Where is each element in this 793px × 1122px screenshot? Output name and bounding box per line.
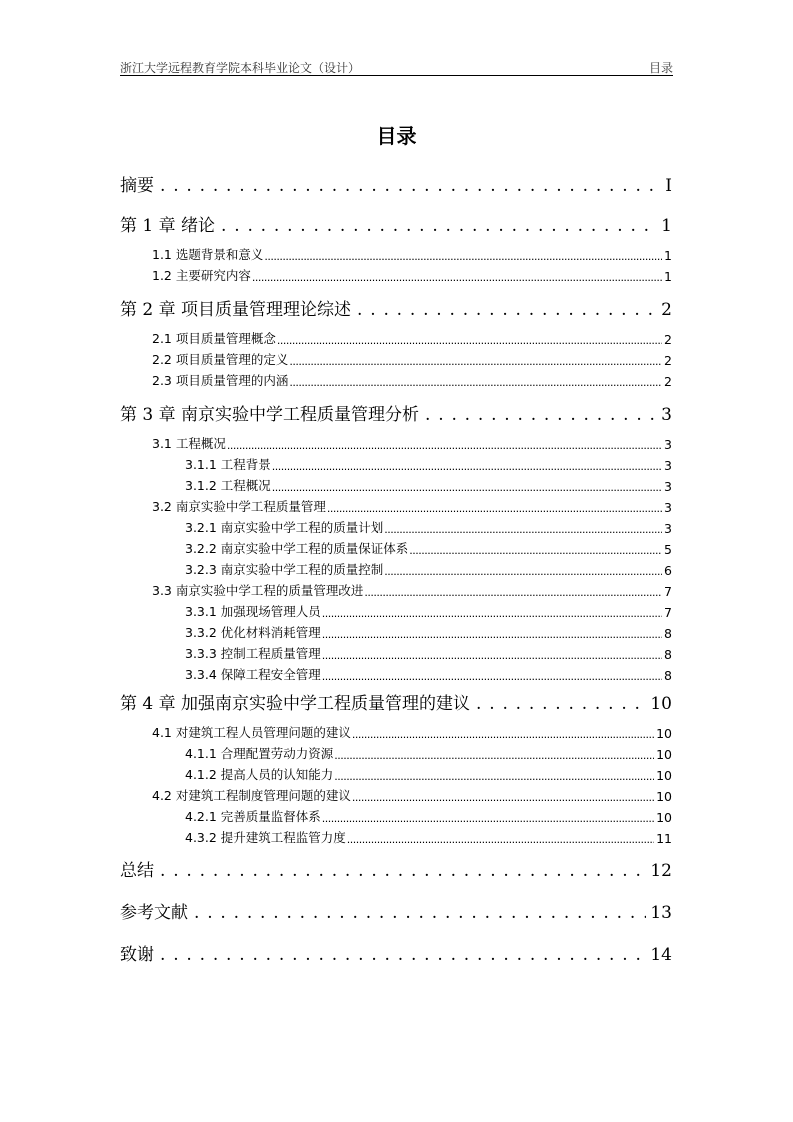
toc-entry[interactable] (185, 828, 672, 846)
toc-entry-title: 第 4 章 加强南京实验中学工程质量管理的建议 (120, 694, 471, 714)
toc-leader-dots (352, 791, 654, 804)
toc-entry-page-number: 1 (664, 269, 672, 284)
toc-leader-dots (322, 812, 654, 825)
toc-entry-page-number: 6 (664, 563, 672, 578)
toc-leader-dots (221, 216, 657, 236)
toc-leader-dots (384, 565, 662, 578)
toc-entry-title: 4.2 对建筑工程制度管理问题的建议 (152, 788, 351, 803)
toc-entry-title: 3.3.1 加强现场管理人员 (185, 604, 321, 619)
toc-entry-page-number: 3 (661, 405, 672, 425)
toc-entry-title: 参考文献 (120, 903, 188, 923)
toc-entry-page-number: 10 (656, 768, 672, 783)
toc-entry-page-number: 3 (664, 521, 672, 536)
toc-entry[interactable] (152, 786, 672, 804)
toc-entry-page-number: 14 (650, 945, 672, 965)
toc-leader-dots (334, 770, 654, 783)
toc-leader-dots (322, 628, 662, 641)
toc-entry-title: 2.3 项目质量管理的内涵 (152, 373, 289, 388)
page-title: 目录 (376, 124, 417, 148)
toc-entry[interactable] (120, 899, 672, 923)
header-left-text: 浙江大学远程教育学院本科毕业论文（设计） (120, 61, 361, 75)
toc-entry-page-number: 2 (661, 300, 672, 320)
toc-entry[interactable] (185, 602, 672, 620)
toc-entry-title: 摘要 (120, 176, 154, 196)
toc-entry-title: 4.3.2 提升建筑工程监管力度 (185, 830, 346, 845)
toc-entry[interactable] (120, 296, 672, 320)
toc-entry-title: 3.3.2 优化材料消耗管理 (185, 625, 321, 640)
toc-entry-page-number: 3 (664, 458, 672, 473)
toc-entry[interactable] (185, 644, 672, 662)
toc-leader-dots (160, 861, 646, 881)
toc-leader-dots (277, 334, 662, 347)
toc-entry[interactable] (152, 266, 672, 284)
header-right-text: 目录 (648, 61, 673, 75)
toc-entry[interactable] (152, 581, 672, 599)
toc-entry[interactable] (185, 518, 672, 536)
toc-entry[interactable] (185, 807, 672, 825)
toc-leader-dots (327, 502, 662, 515)
toc-entry-title: 3.3.3 控制工程质量管理 (185, 646, 321, 661)
toc-entry-title: 第 1 章 绪论 (120, 216, 216, 236)
toc-entry-page-number: 8 (664, 626, 672, 641)
toc-entry-page-number: 3 (664, 437, 672, 452)
toc-entry[interactable] (185, 539, 672, 557)
toc-leader-dots (160, 176, 661, 196)
toc-entry-title: 3.2.1 南京实验中学工程的质量计划 (185, 520, 384, 535)
toc-entry[interactable] (152, 497, 672, 515)
toc-entry[interactable] (185, 744, 672, 762)
toc-entry-title: 3.1.2 工程概况 (185, 478, 271, 493)
toc-entry-title: 3.2.3 南京实验中学工程的质量控制 (185, 562, 384, 577)
toc-entry-title: 3.3.4 保障工程安全管理 (185, 667, 321, 682)
toc-leader-dots (476, 694, 646, 714)
toc-entry-title: 第 3 章 南京实验中学工程质量管理分析 (120, 405, 420, 425)
toc-entry-page-number: 2 (664, 374, 672, 389)
toc-entry-title: 3.1 工程概况 (152, 436, 226, 451)
toc-entry-page-number: 1 (661, 216, 672, 236)
toc-entry[interactable] (185, 455, 672, 473)
toc-entry[interactable] (152, 350, 672, 368)
toc-leader-dots (409, 544, 662, 557)
toc-leader-dots (322, 607, 662, 620)
toc-entry-title: 4.2.1 完善质量监督体系 (185, 809, 321, 824)
toc-entry-title: 2.1 项目质量管理概念 (152, 331, 276, 346)
toc-entry-page-number: 7 (664, 605, 672, 620)
toc-entry-page-number: 10 (650, 694, 672, 714)
toc-entry-title: 1.2 主要研究内容 (152, 268, 251, 283)
toc-entry[interactable] (185, 623, 672, 641)
toc-leader-dots (227, 439, 662, 452)
toc-entry[interactable] (152, 245, 672, 263)
toc-entry-page-number: 8 (664, 647, 672, 662)
toc-leader-dots (352, 728, 654, 741)
toc-entry-title: 4.1.1 合理配置劳动力资源 (185, 746, 334, 761)
toc-leader-dots (264, 250, 662, 263)
toc-leader-dots (252, 271, 662, 284)
toc-entry-page-number: 2 (664, 332, 672, 347)
toc-leader-dots (425, 405, 657, 425)
toc-entry[interactable] (120, 857, 672, 881)
toc-leader-dots (347, 833, 654, 846)
toc-entry-page-number: 10 (656, 747, 672, 762)
toc-entry-title: 4.1.2 提高人员的认知能力 (185, 767, 334, 782)
toc-entry-page-number: 7 (664, 584, 672, 599)
toc-entry-page-number: 5 (664, 542, 672, 557)
toc-leader-dots (364, 586, 662, 599)
toc-leader-dots (289, 355, 662, 368)
toc-entry-title: 3.1.1 工程背景 (185, 457, 271, 472)
toc-entry[interactable] (185, 765, 672, 783)
toc-leader-dots (322, 670, 662, 683)
toc-leader-dots (334, 749, 654, 762)
toc-entry-title: 2.2 项目质量管理的定义 (152, 352, 289, 367)
toc-entry-page-number: 10 (656, 810, 672, 825)
toc-entry[interactable] (120, 941, 672, 965)
toc-entry[interactable] (120, 172, 672, 196)
toc-entry-page-number: 1 (664, 248, 672, 263)
toc-entry[interactable] (152, 371, 672, 389)
toc-entry-title: 总结 (120, 861, 154, 881)
toc-entry[interactable] (120, 212, 672, 236)
toc-leader-dots (160, 945, 646, 965)
toc-entry-page-number: 10 (656, 789, 672, 804)
toc-leader-dots (289, 376, 662, 389)
toc-entry-page-number: 2 (664, 353, 672, 368)
toc-leader-dots (272, 460, 662, 473)
toc-entry[interactable] (120, 401, 672, 425)
toc-entry-page-number: 10 (656, 726, 672, 741)
toc-entry-page-number: 3 (664, 479, 672, 494)
toc-entry[interactable] (185, 665, 672, 683)
toc-entry-title: 3.2 南京实验中学工程质量管理 (152, 499, 326, 514)
toc-leader-dots (357, 300, 657, 320)
toc-entry[interactable] (120, 690, 672, 714)
toc-entry-page-number: 11 (656, 831, 672, 846)
toc-entry-title: 致谢 (120, 945, 154, 965)
toc-entry[interactable] (152, 723, 672, 741)
toc-entry-title: 3.3 南京实验中学工程的质量管理改进 (152, 583, 364, 598)
toc-leader-dots (194, 903, 646, 923)
toc-entry-title: 4.1 对建筑工程人员管理问题的建议 (152, 725, 351, 740)
toc-leader-dots (322, 649, 662, 662)
toc-leader-dots (384, 523, 662, 536)
toc-entry-title: 第 2 章 项目质量管理理论综述 (120, 300, 352, 320)
toc-entry[interactable] (185, 560, 672, 578)
toc-entry-page-number: 12 (650, 861, 672, 881)
toc-entry[interactable] (185, 476, 672, 494)
toc-entry-page-number: I (665, 176, 672, 196)
toc-entry-page-number: 13 (650, 903, 672, 923)
toc-entry-page-number: 8 (664, 668, 672, 683)
toc-entry-title: 1.1 选题背景和意义 (152, 247, 264, 262)
toc-entry-page-number: 3 (664, 500, 672, 515)
toc-entry-title: 3.2.2 南京实验中学工程的质量保证体系 (185, 541, 409, 556)
toc-leader-dots (272, 481, 662, 494)
toc-entry[interactable] (152, 329, 672, 347)
toc-entry[interactable] (152, 434, 672, 452)
